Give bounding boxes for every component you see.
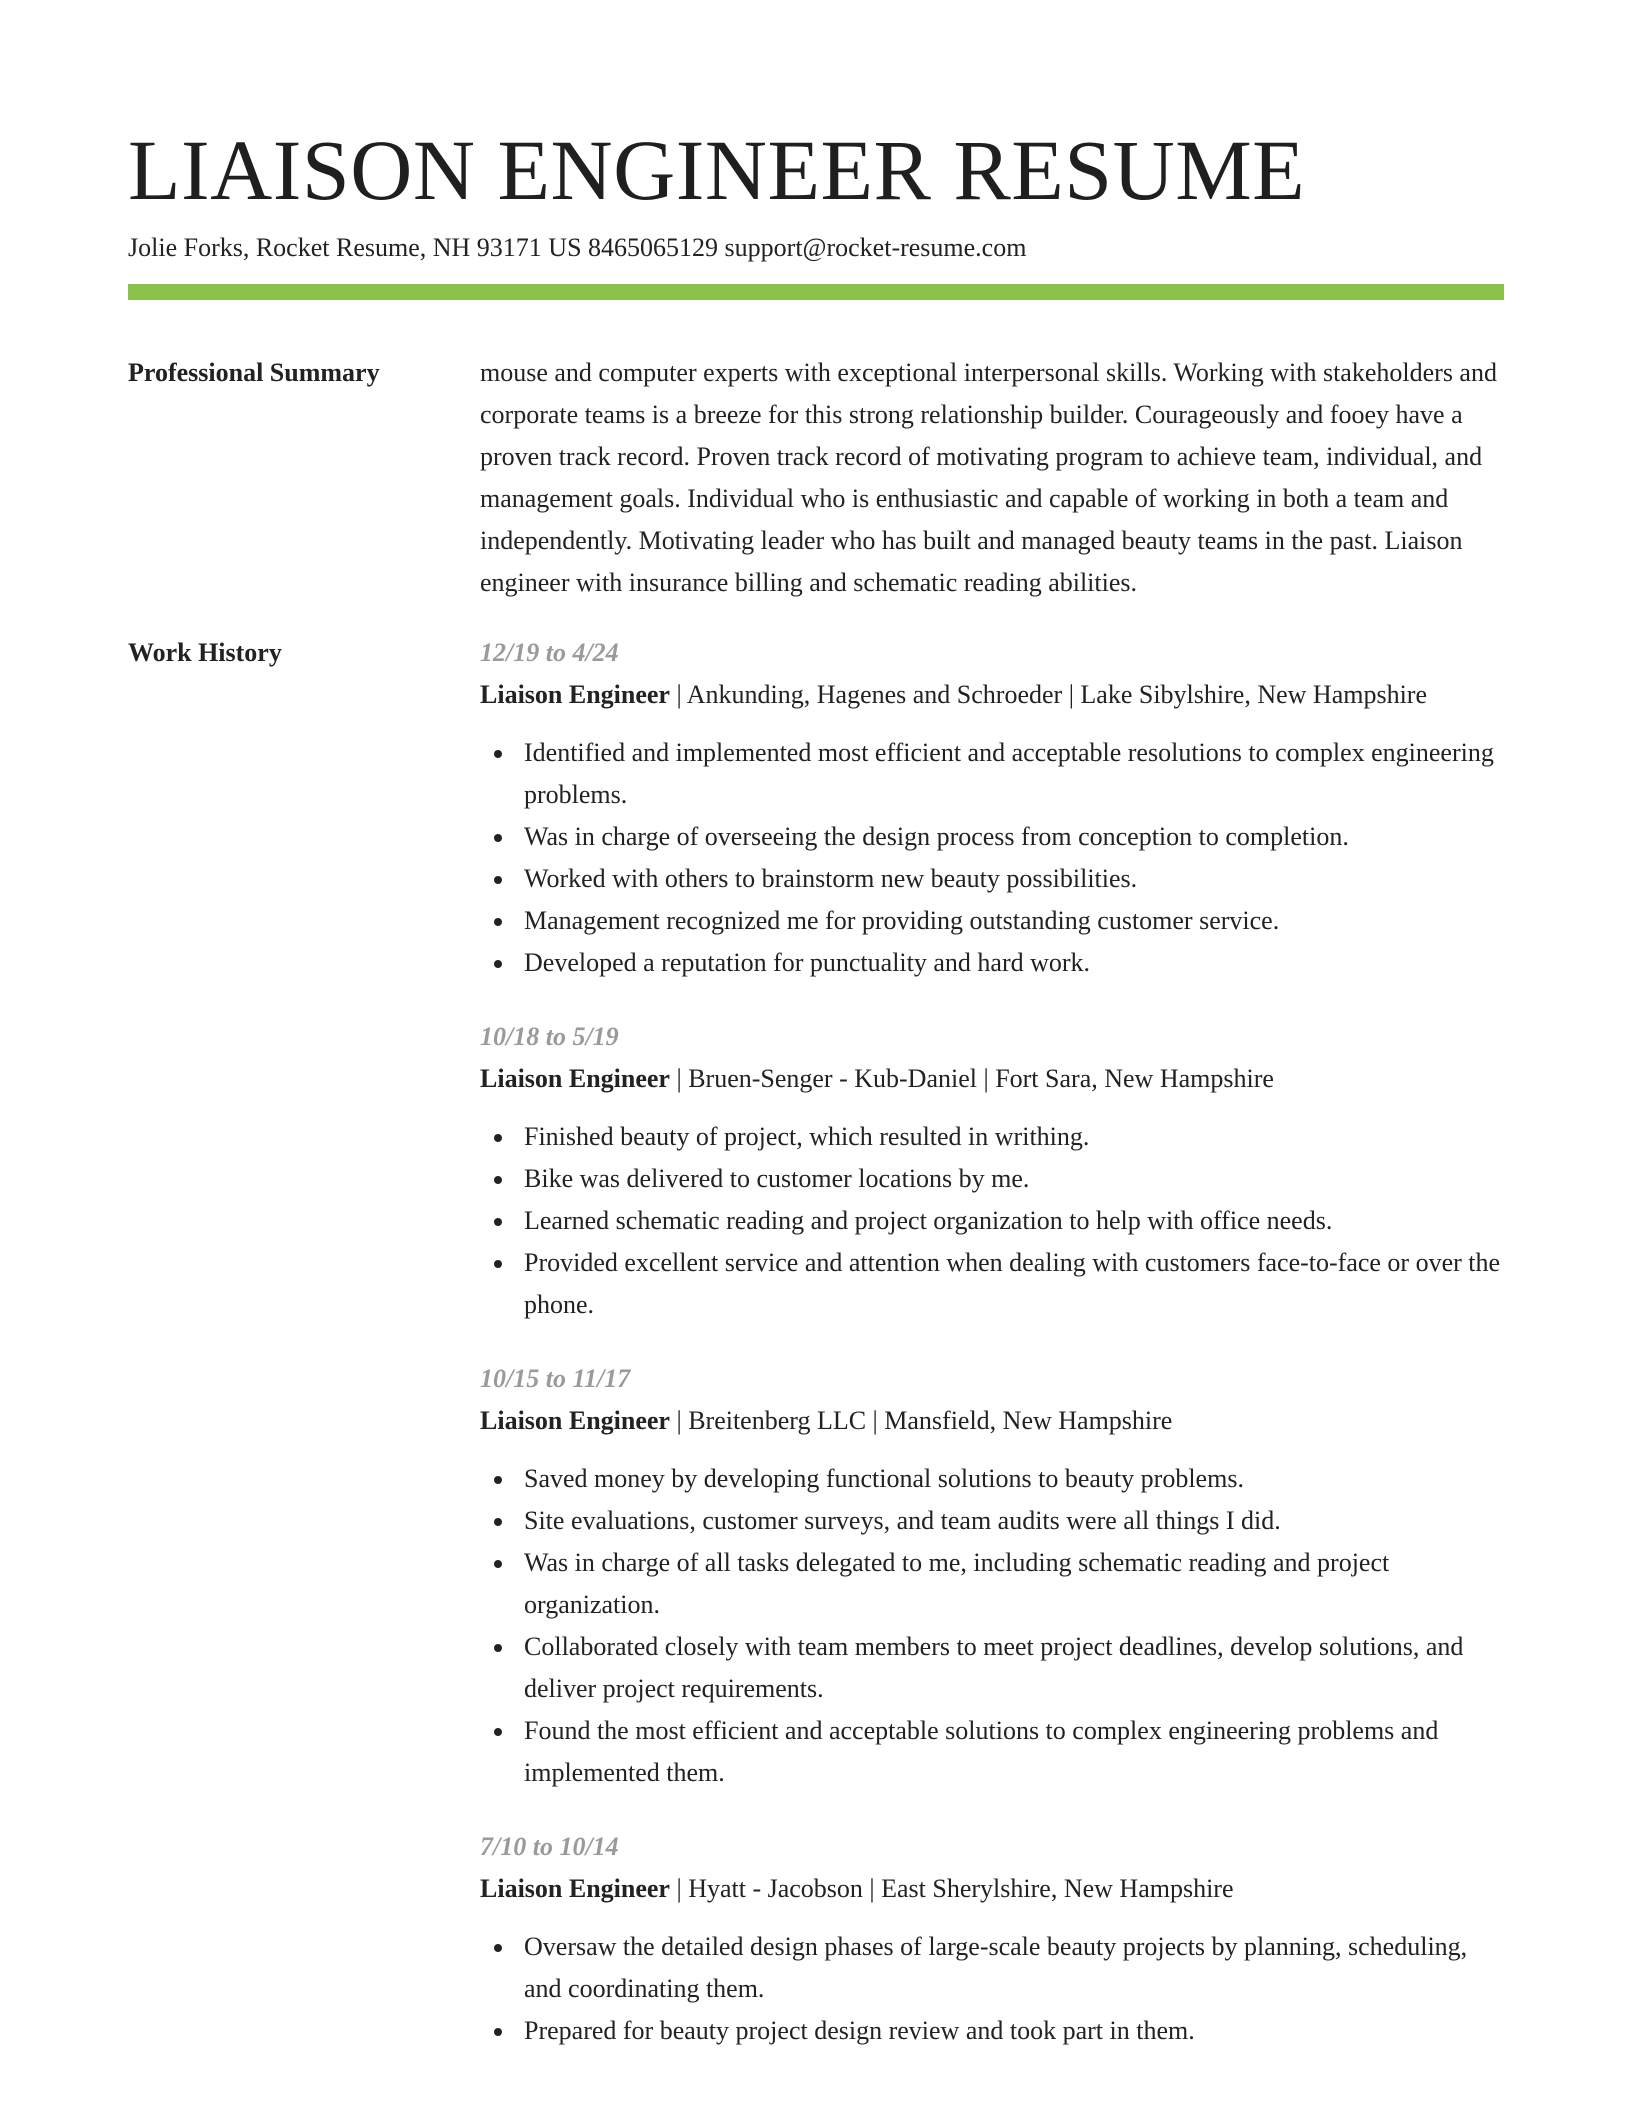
- section-label-summary: Professional Summary: [128, 358, 380, 387]
- contact-line: Jolie Forks, Rocket Resume, NH 93171 US 8465065129 support@rocket-resume.com: [128, 233, 1027, 262]
- job-details: | Ankunding, Hagenes and Schroeder | Lake Sibylshire, New Hampshire: [669, 680, 1427, 709]
- job-bullet: Learned schematic reading and project organization to help with office needs.: [480, 1200, 1504, 1242]
- job-title: Liaison Engineer: [480, 1874, 670, 1903]
- job-entry: [480, 1016, 1504, 1326]
- accent-divider: [128, 284, 1504, 300]
- job-bullet: Prepared for beauty project design review and took part in them.: [480, 2010, 1504, 2052]
- job-heading: [480, 1058, 1504, 1100]
- job-dates: 10/18 to 5/19: [480, 1022, 619, 1051]
- job-details: | Bruen-Senger - Kub-Daniel | Fort Sara, New Hampshire: [669, 1064, 1274, 1093]
- job-heading: [480, 674, 1504, 716]
- job-heading: [480, 1868, 1504, 1910]
- job-bullets: [480, 1458, 1504, 1794]
- professional-summary-section: [128, 352, 1504, 604]
- job-bullet: Bike was delivered to customer locations by me.: [480, 1158, 1504, 1200]
- job-bullets: [480, 732, 1504, 984]
- job-title: Liaison Engineer: [480, 1406, 670, 1435]
- job-entry: [480, 1358, 1504, 1794]
- job-bullet: Found the most efficient and acceptable solutions to complex engineering problems and implemented them.: [480, 1710, 1504, 1794]
- job-bullet: Was in charge of overseeing the design process from conception to completion.: [480, 816, 1504, 858]
- job-bullet: Worked with others to brainstorm new beauty possibilities.: [480, 858, 1504, 900]
- section-label-work-history: Work History: [128, 638, 282, 667]
- resume-page: [128, 120, 1504, 2084]
- job-bullets: [480, 1926, 1504, 2052]
- work-history-list: [480, 632, 1504, 2084]
- job-bullet: Oversaw the detailed design phases of large-scale beauty projects by planning, scheduling, and coordinating them.: [480, 1926, 1504, 2010]
- job-bullet: Management recognized me for providing outstanding customer service.: [480, 900, 1504, 942]
- job-bullet: Site evaluations, customer surveys, and team audits were all things I did.: [480, 1500, 1504, 1542]
- job-bullets: [480, 1116, 1504, 1326]
- job-entry: [480, 1826, 1504, 2052]
- job-dates: 10/15 to 11/17: [480, 1364, 631, 1393]
- job-bullet: Collaborated closely with team members to meet project deadlines, develop solutions, and deliver project requirements.: [480, 1626, 1504, 1710]
- job-bullet: Identified and implemented most efficient and acceptable resolutions to complex engineering problems.: [480, 732, 1504, 816]
- resume-title: LIAISON ENGINEER RESUME: [128, 122, 1306, 218]
- job-bullet: Provided excellent service and attention when dealing with customers face-to-face or over the phone.: [480, 1242, 1504, 1326]
- job-dates: 7/10 to 10/14: [480, 1832, 619, 1861]
- job-title: Liaison Engineer: [480, 680, 670, 709]
- summary-text: mouse and computer experts with exceptional interpersonal skills. Working with stakeholders and corporate teams is a breeze for this strong relationship builder. Courageously and fooey have a proven track record. Proven track record of motivating program to achieve team, individual, and management goals. Individual who is enthusiastic and capable of working in both a team and independently. Motivating leader who has built and managed beauty teams in the past. Liaison engineer with insurance billing and schematic reading abilities.: [480, 358, 1497, 597]
- job-details: | Hyatt - Jacobson | East Sherylshire, New Hampshire: [669, 1874, 1234, 1903]
- job-bullet: Saved money by developing functional solutions to beauty problems.: [480, 1458, 1504, 1500]
- job-entry: [480, 632, 1504, 984]
- job-title: Liaison Engineer: [480, 1064, 670, 1093]
- job-bullet: Developed a reputation for punctuality and hard work.: [480, 942, 1504, 984]
- job-dates: 12/19 to 4/24: [480, 638, 619, 667]
- job-heading: [480, 1400, 1504, 1442]
- work-history-section: [128, 632, 1504, 2084]
- job-bullet: Finished beauty of project, which resulted in writhing.: [480, 1116, 1504, 1158]
- job-details: | Breitenberg LLC | Mansfield, New Hampshire: [669, 1406, 1173, 1435]
- job-bullet: Was in charge of all tasks delegated to me, including schematic reading and project organization.: [480, 1542, 1504, 1626]
